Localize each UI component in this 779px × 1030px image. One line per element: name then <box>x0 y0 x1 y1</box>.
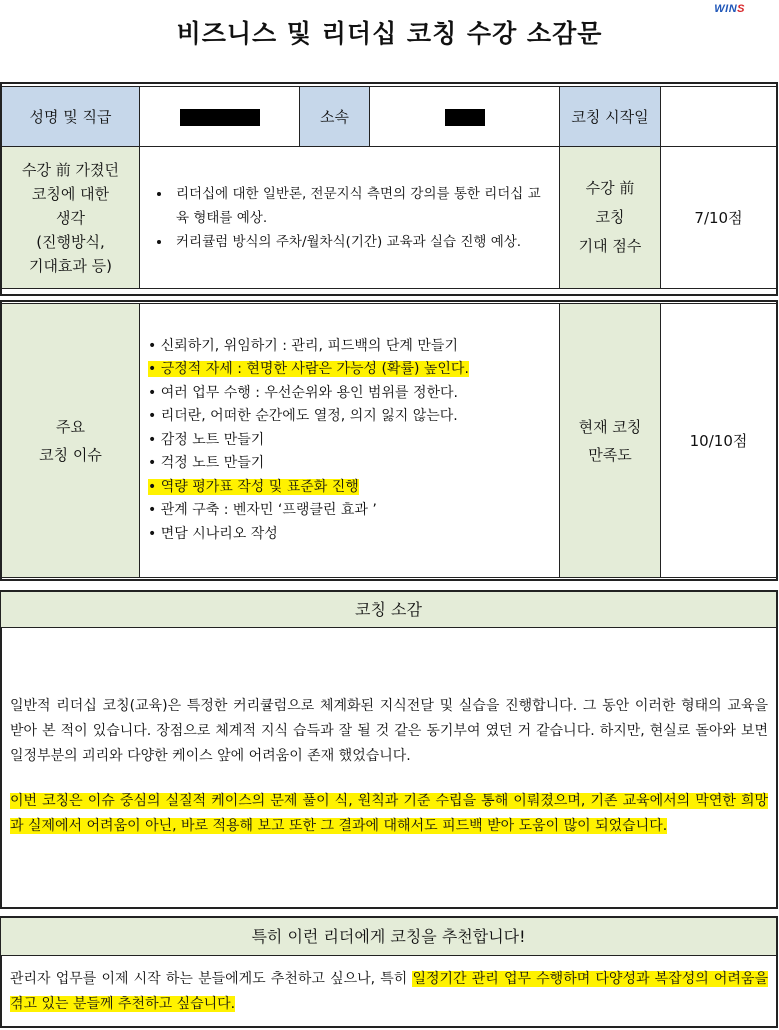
recommend-text: 관리자 업무를 이제 시작 하는 분들에게도 추천하고 싶으나, 특히 <box>10 971 413 987</box>
redaction-bar <box>180 109 260 126</box>
satisfaction-value: 10/10점 <box>661 304 777 578</box>
label-line: 수강 前 가졌던 <box>22 160 119 179</box>
issue-item-text: • 관계 구축 : 벤자민 ‘프랭클린 효과 ’ <box>148 502 377 519</box>
issue-item <box>148 452 559 476</box>
issue-item-text: • 신뢰하기, 위임하기 : 관리, 피드백의 단계 만들기 <box>148 337 458 354</box>
list-item: • 리더십에 대한 일반론, 전문지식 측면의 강의를 통한 리더십 교육 형태를 예상. <box>172 182 541 230</box>
issue-item <box>148 335 559 359</box>
label-line: 기대 점수 <box>578 237 642 255</box>
issue-item-text: • 여러 업무 수행 : 우선순위와 용인 범위를 정한다. <box>148 384 458 401</box>
review-body <box>10 694 768 839</box>
label-line: 현재 코칭 <box>578 417 642 436</box>
highlighted-text: 일정기간 관리 업무 수행하며 다양성과 복잡성의 어려움을 겪고 있는 분들께 추천하고 싶습니다. <box>10 971 768 1012</box>
dept-label: 소속 <box>300 87 370 147</box>
review-heading-text: 코칭 소감 <box>355 600 422 619</box>
info-table <box>1 86 777 289</box>
redaction-bar <box>445 109 485 126</box>
label-line: 만족도 <box>588 445 632 464</box>
page-title: 비즈니스 및 리더십 코칭 수강 소감문 <box>176 19 603 48</box>
label-line: 주요 <box>56 417 85 436</box>
dept-value <box>370 87 560 147</box>
label-line: 생각 <box>56 208 85 227</box>
issue-list <box>140 335 559 547</box>
recommend-heading-text: 특히 이런 리더에게 코칭을 추천합니다! <box>251 927 526 946</box>
review-paragraph-highlighted <box>10 789 768 839</box>
highlighted-text: 이번 코칭은 이슈 중심의 실질적 케이스의 문제 풀이 식, 원칙과 기준 수립을 통해 이뤄졌으며, 기존 교육에서의 막연한 희망과 실제에서 어려움이 아닌, 바로 적용해 보고 또한 그 결과에 대해서도 피드백 받아 도움이 많이 되었습니다. <box>10 793 768 834</box>
pre-thoughts-content <box>140 147 560 289</box>
issue-item-text: • 역량 평가표 작성 및 표준화 진행 <box>148 478 359 495</box>
issue-item <box>148 523 559 547</box>
issue-item-text: • 감정 노트 만들기 <box>148 431 265 448</box>
issue-item-text: • 걱정 노트 만들기 <box>148 455 265 472</box>
start-date-value <box>661 87 777 147</box>
review-paragraph: 일반적 리더십 코칭(교육)은 특정한 커리큘럼으로 체계화된 지식전달 및 실습을 진행합니다. 그 동안 이러한 형태의 교육을 받아 본 적이 있습니다. 장점으로 체계적 지식 습득과 잘 될 것 같은 동기부여 였던 거 같습니다. 하지만, 현실로 돌아와 보면 일정부분의 괴리와 다양한 케이스 앞에 어려움이 존재 했었습니다. <box>10 698 768 764</box>
expected-score-value: 7/10점 <box>661 147 777 289</box>
coaching-issues-content <box>140 304 560 578</box>
recommend-heading <box>1 918 776 956</box>
label-line: 기대효과 등) <box>28 256 113 275</box>
issue-item <box>148 382 559 406</box>
name-label: 성명 및 직급 <box>2 87 140 147</box>
issue-item-text: • 리더란, 어떠한 순간에도 열정, 의지 잃지 않는다. <box>148 408 458 425</box>
recommend-paragraph <box>10 967 768 1017</box>
pre-thoughts-label <box>2 147 140 289</box>
issue-item <box>148 358 559 382</box>
start-date-label: 코칭 시작일 <box>560 87 661 147</box>
issue-item <box>148 405 559 429</box>
list-item: • 커리큘럼 방식의 주차/월차식(기간) 교육과 실습 진행 예상. <box>172 230 541 254</box>
label-line: 코칭 이슈 <box>39 445 102 464</box>
name-value <box>140 87 300 147</box>
company-logo: WINS <box>714 3 745 15</box>
review-heading <box>1 592 776 628</box>
issue-item <box>148 429 559 453</box>
label-line: (진행방식, <box>36 232 105 251</box>
expected-score-label <box>560 147 661 289</box>
issue-item <box>148 476 559 500</box>
label-line: 코칭에 대한 <box>31 184 110 203</box>
label-line: 수강 前 <box>585 179 635 197</box>
issues-table <box>1 303 777 578</box>
issue-item-text: • 긍정적 자세 : 현명한 사람은 가능성 (확률) 높인다. <box>148 361 469 378</box>
recommend-body <box>10 967 768 1017</box>
satisfaction-label <box>560 304 661 578</box>
coaching-issues-label <box>2 304 140 578</box>
label-line: 코칭 <box>595 208 625 226</box>
issue-item-text: • 면담 시나리오 작성 <box>148 525 278 542</box>
issue-item <box>148 499 559 523</box>
